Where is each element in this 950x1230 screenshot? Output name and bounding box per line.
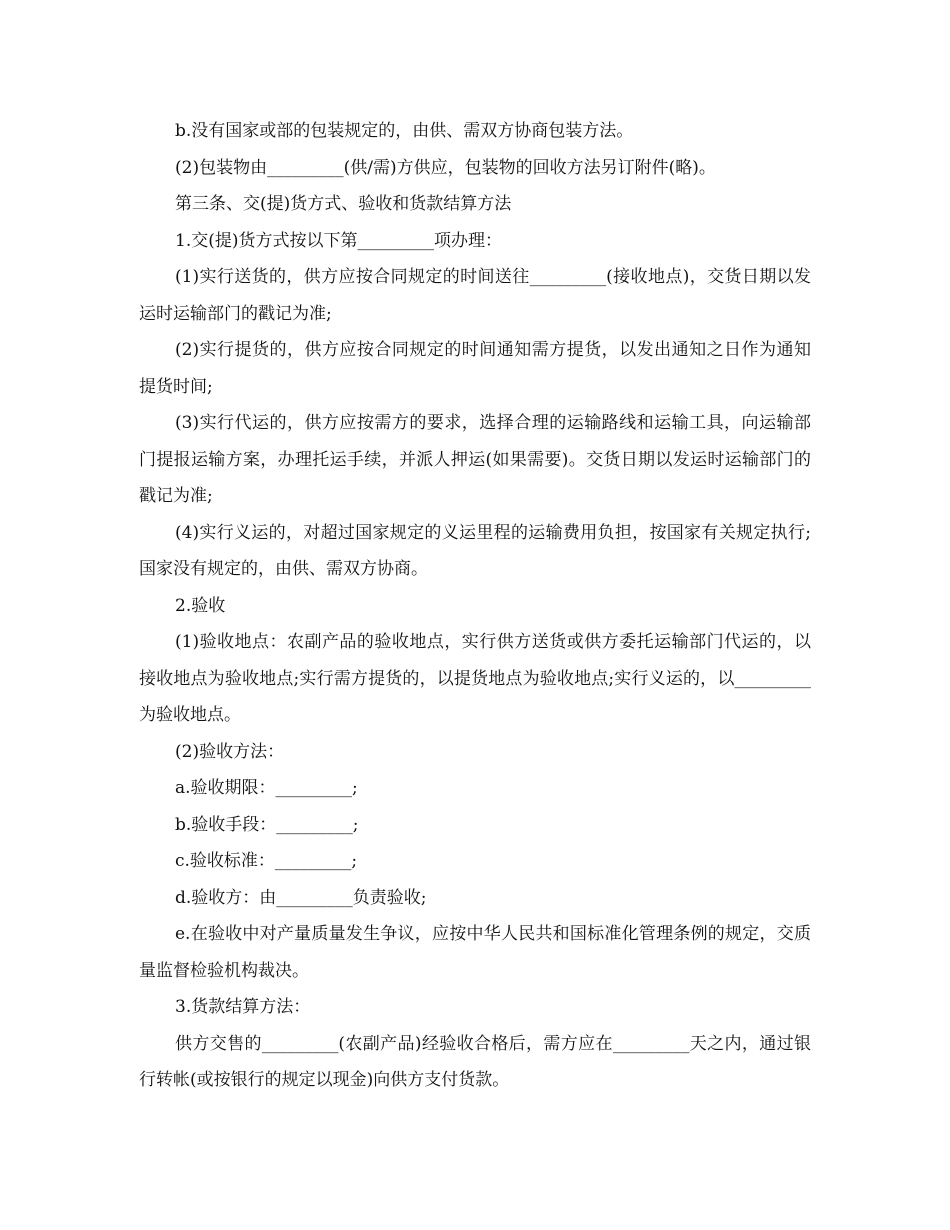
paragraph-packaging-supplier: (2)包装物由_________(供/需)方供应，包装物的回收方法另订附件(略)。 (175, 157, 716, 178)
paragraph-delivery-agent: (3)实行代运的，供方应按需方的要求，选择合理的运输路线和运输工具，向运输部门提报运输方案，办理托运手续，并派人押运(如果需要)。交货日期以发运时运输部门的戳记为准; (139, 413, 811, 506)
item-acceptance-means: b.验收手段：_________; (175, 814, 359, 835)
paragraph-acceptance-location: (1)验收地点：农副产品的验收地点，实行供方送货或供方委托运输部门代运的，以接收地点为验收地点;实行需方提货的，以提货地点为验收地点;实行义运的，以_________为验收地点。 (139, 632, 811, 725)
item-acceptance-period: a.验收期限：_________; (175, 778, 358, 798)
paragraph-acceptance-method: (2)验收方法： (175, 741, 285, 762)
paragraph-payment-terms: 供方交售的_________(农副产品)经验收合格后，需方应在_________天之内，通过银行转帐(或按银行的规定以现金)向供方支付货款。 (139, 1033, 811, 1090)
paragraph-delivery-send: (1)实行送货的，供方应按合同规定的时间送往_________(接收地点)，交货日期以发运时运输部门的戳记为准; (139, 267, 811, 324)
contract-body (139, 113, 811, 1099)
paragraph-packaging-b: b.没有国家或部的包装规定的，由供、需双方协商包装方法。 (175, 121, 634, 141)
paragraph-delivery-pickup: (2)实行提货的，供方应按合同规定的时间通知需方提货，以发出通知之日作为通知提货时间; (139, 340, 811, 397)
article-three-heading: 第三条、交(提)货方式、验收和货款结算方法 (175, 194, 512, 214)
paragraph-delivery-free: (4)实行义运的，对超过国家规定的义运里程的运输费用负担，按国家有关规定执行;国家没有规定的，由供、需双方协商。 (139, 522, 811, 579)
item-acceptance-standard: c.验收标准：_________; (175, 851, 358, 871)
item-acceptance-party: d.验收方：由_________负责验收; (175, 887, 427, 908)
item-acceptance-dispute: e.在验收中对产量质量发生争议，应按中华人民共和国标准化管理条例的规定，交质量监督检验机构裁决。 (139, 924, 811, 981)
section-payment-heading: 3.货款结算方法： (175, 997, 311, 1017)
paragraph-delivery-method: 1.交(提)货方式按以下第_________项办理： (175, 230, 502, 251)
section-acceptance-heading: 2.验收 (175, 595, 226, 616)
